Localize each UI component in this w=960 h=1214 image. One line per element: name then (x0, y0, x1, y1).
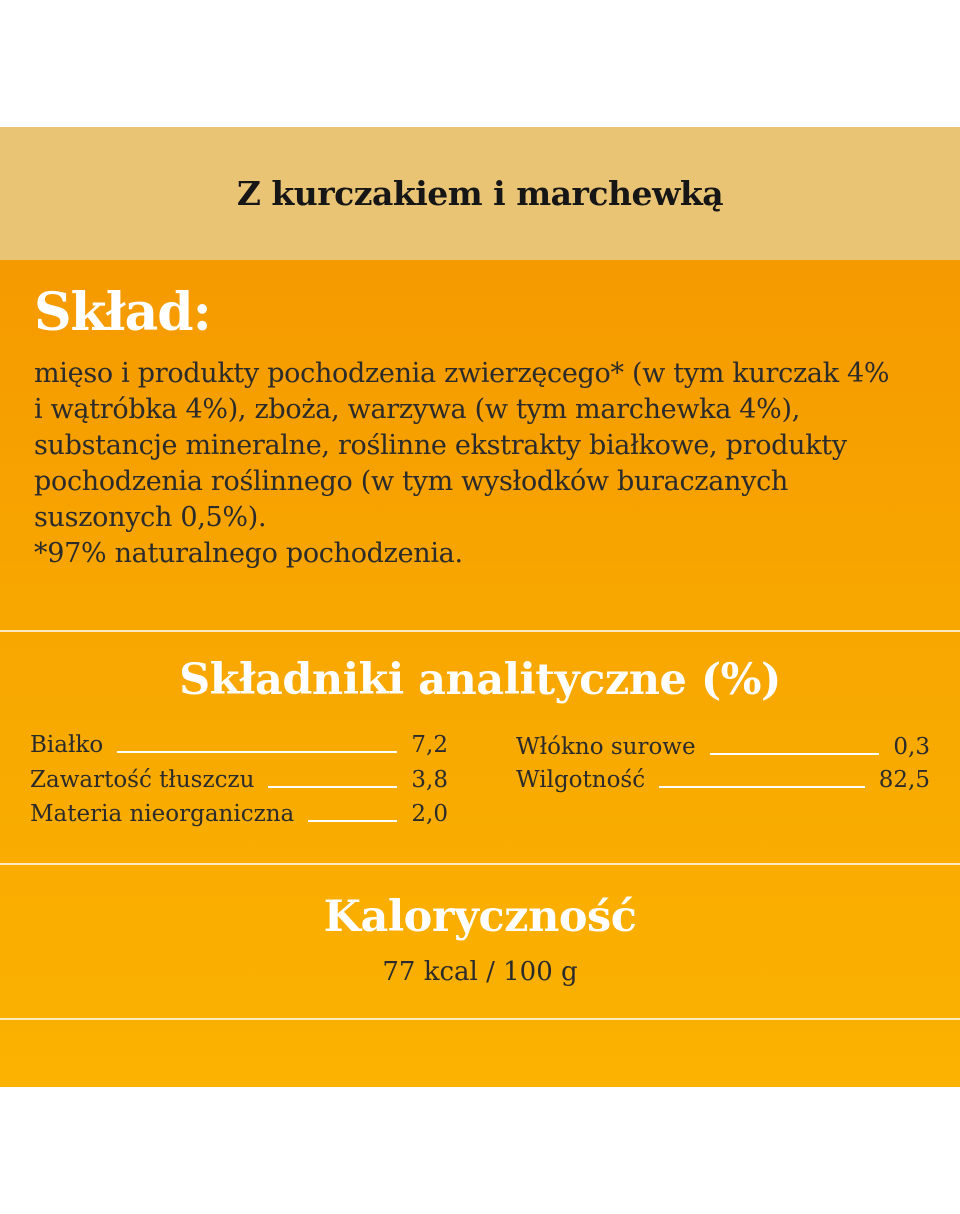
section-divider (0, 863, 960, 865)
leader-line (268, 786, 397, 788)
section-divider (0, 630, 960, 632)
row-value: 2,0 (411, 801, 448, 827)
leader-line (308, 820, 397, 822)
section-divider (0, 1018, 960, 1020)
calories-value: 77 kcal / 100 g (382, 957, 578, 987)
row-value: 0,3 (893, 734, 930, 760)
row-label: Białko (30, 732, 104, 758)
nutrition-panel (0, 260, 960, 1087)
composition-line: i wątróbka 4%), zboża, warzywa (w tym marchewka 4%), (34, 394, 801, 425)
composition-footnote: *97% naturalnego pochodzenia. (34, 538, 463, 569)
analytical-heading: Składniki analityczne (%) (179, 655, 781, 705)
analytical-row-ash (30, 797, 448, 827)
row-label: Zawartość tłuszczu (30, 767, 255, 793)
composition-text (34, 356, 914, 572)
composition-heading: Skład: (34, 282, 211, 343)
composition-line: pochodzenia roślinnego (w tym wysłodków buraczanych (34, 466, 788, 497)
row-value: 3,8 (411, 767, 448, 793)
analytical-row-protein (30, 728, 448, 758)
analytical-row-moisture (516, 763, 930, 793)
analytical-row-fat (30, 763, 448, 793)
composition-line: mięso i produkty pochodzenia zwierzęcego* (w tym kurczak 4% (34, 358, 890, 389)
leader-line (117, 751, 397, 753)
product-variant-banner (0, 127, 960, 260)
calories-heading: Kaloryczność (323, 892, 637, 942)
row-value: 82,5 (878, 767, 930, 793)
row-label: Wilgotność (516, 767, 646, 793)
leader-line (710, 753, 880, 755)
composition-line: suszonych 0,5%). (34, 502, 267, 533)
composition-line: substancje mineralne, roślinne ekstrakty białkowe, produkty (34, 430, 847, 461)
row-label: Włókno surowe (516, 734, 696, 760)
top-blank-area (0, 0, 960, 127)
product-variant-title: Z kurczakiem i marchewką (236, 174, 724, 213)
analytical-row-fibre (516, 730, 930, 760)
leader-line (659, 786, 865, 788)
row-value: 7,2 (411, 732, 448, 758)
row-label: Materia nieorganiczna (30, 801, 295, 827)
